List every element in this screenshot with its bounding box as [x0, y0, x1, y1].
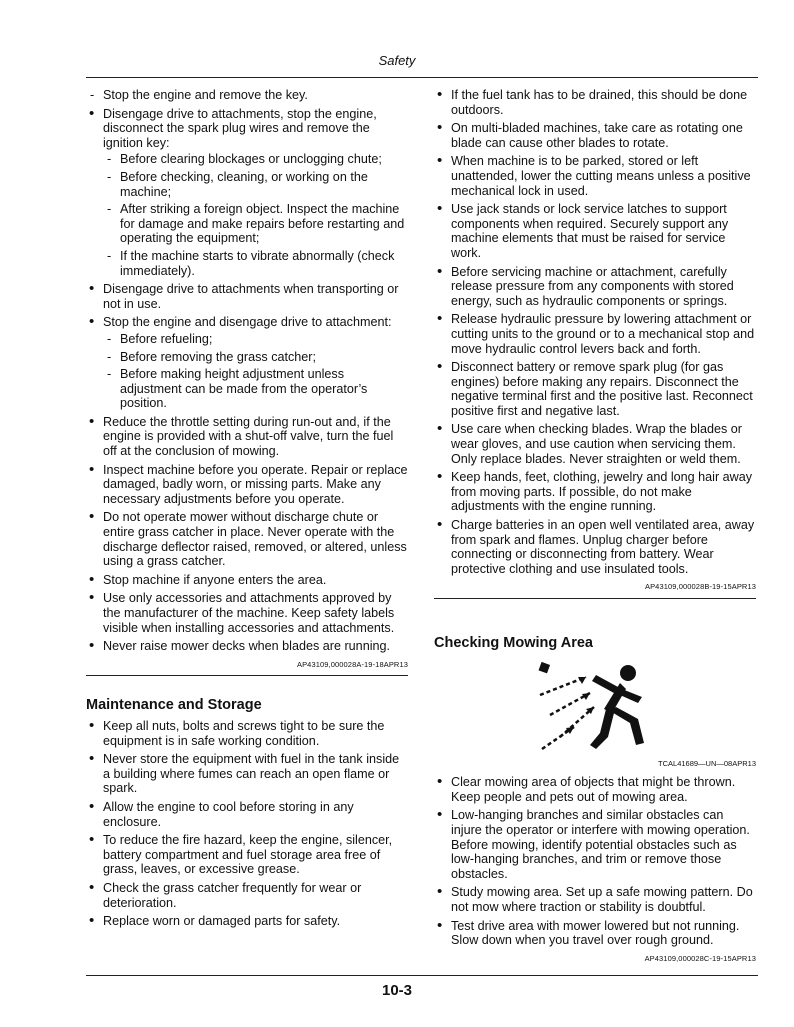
- dash-item: - Before removing the grass catcher;: [103, 350, 408, 365]
- safety-bullet-list: [86, 107, 408, 654]
- bullet-item: • Never raise mower decks when blades are running.: [86, 639, 408, 654]
- bullet-item: • Allow the engine to cool before storing in any enclosure.: [86, 800, 408, 829]
- dash-item: - Before making height adjustment unless adjustment can be made from the operator’s position.: [103, 367, 408, 411]
- section-title-maintenance: Maintenance and Storage: [86, 697, 262, 714]
- reference-code: AP43109,000028B-19-15APR13: [644, 582, 756, 592]
- dash-item: - Stop the engine and remove the key.: [86, 88, 408, 103]
- bullet-item: • Keep all nuts, bolts and screws tight to be sure the equipment is in safe working condition.: [86, 719, 408, 748]
- safety-figure: [434, 657, 756, 753]
- dash-item: - If the machine starts to vibrate abnormally (check immediately).: [103, 249, 408, 278]
- bullet-item: • Release hydraulic pressure by lowering attachment or cutting units to the ground or to a mechanical stop and move hydraulic control levers back and forth.: [434, 312, 756, 356]
- mowing-bullet-list: [434, 775, 756, 948]
- bullet-item: • Disengage drive to attachments when transporting or not in use.: [86, 282, 408, 311]
- figure-caption: TCAL41689—UN—08APR13: [658, 758, 756, 768]
- bullet-item: • To reduce the fire hazard, keep the engine, silencer, battery compartment and fuel storage area free of grass, leaves, or excessive grease.: [86, 833, 408, 877]
- bullet-item: • Never store the equipment with fuel in the tank inside a building where fumes can reach an open flame or spark.: [86, 752, 408, 796]
- thrown-object-hazard-icon: [534, 657, 664, 753]
- bullet-item: • Clear mowing area of objects that might be thrown. Keep people and pets out of mowing area.: [434, 775, 756, 804]
- bullet-item: • Test drive area with mower lowered but not running. Slow down when you travel over rough ground.: [434, 919, 756, 948]
- sub-list: [103, 152, 408, 278]
- bullet-item: [86, 107, 408, 279]
- dash-item: - Before refueling;: [103, 332, 408, 347]
- bullet-item: • When machine is to be parked, stored or left unattended, lower the cutting means unless a positive mechanical lock in used.: [434, 154, 756, 198]
- reference-code: AP43109,000028A-19-18APR13: [296, 659, 408, 669]
- bullet-item: • Study mowing area. Set up a safe mowing pattern. Do not mow where traction or stability is doubtful.: [434, 885, 756, 914]
- bullet-item: • Disconnect battery or remove spark plug (for gas engines) before making any repairs. Disconnect the negative terminal first and the positive last. Reconnect positive first and negative last.: [434, 360, 756, 418]
- footer-rule: [86, 975, 758, 976]
- bullet-item: • Use jack stands or lock service latches to support components when required. Securely support any machine elements that must be raised for service work.: [434, 202, 756, 260]
- dash-item: - Before checking, cleaning, or working on the machine;: [103, 170, 408, 199]
- bullet-item: • Stop machine if anyone enters the area.: [86, 573, 408, 588]
- bullet-item: • Use only accessories and attachments approved by the manufacturer of the machine. Keep safety labels visible when installing accessories and attachments.: [86, 591, 408, 635]
- bullet-item: • Do not operate mower without discharge chute or entire grass catcher in place. Never operate with the discharge deflector raised, removed, or altered, unless using a grass catcher.: [86, 510, 408, 568]
- bullet-item: • Use care when checking blades. Wrap the blades or wear gloves, and use caution when servicing them. Only replace blades. Never straighten or weld them.: [434, 422, 756, 466]
- sub-list: [103, 332, 408, 411]
- left-column: [86, 88, 408, 933]
- header-rule: [86, 77, 758, 78]
- bullet-item: • Keep hands, feet, clothing, jewelry and long hair away from moving parts. If possible, do not make adjustments with the engine running.: [434, 470, 756, 514]
- section-title-mowing: Checking Mowing Area: [434, 635, 593, 651]
- section-divider: [86, 675, 408, 676]
- bullet-item: • Replace worn or damaged parts for safety.: [86, 914, 408, 929]
- intro-dash-list: [86, 88, 408, 103]
- right-column: [434, 88, 756, 966]
- bullet-item: • On multi-bladed machines, take care as rotating one blade can cause other blades to rotate.: [434, 121, 756, 150]
- bullet-item: • Check the grass catcher frequently for wear or deterioration.: [86, 881, 408, 910]
- reference-code: AP43109,000028C-19-15APR13: [644, 953, 756, 963]
- bullet-item: • If the fuel tank has to be drained, this should be done outdoors.: [434, 88, 756, 117]
- section-header: Safety: [378, 53, 416, 68]
- bullet-text: Stop the engine and disengage drive to attachment:: [103, 315, 392, 330]
- dash-item: - Before clearing blockages or unclogging chute;: [103, 152, 408, 167]
- bullet-item: • Reduce the throttle setting during run-out and, if the engine is provided with a shut-off valve, turn the fuel off at the conclusion of mowing.: [86, 415, 408, 459]
- section-divider: [434, 598, 756, 599]
- bullet-item: • Inspect machine before you operate. Repair or replace damaged, badly worn, or missing parts. Make any necessary adjustments before you operate.: [86, 463, 408, 507]
- maintenance-bullet-list: [86, 719, 408, 929]
- bullet-item: • Before servicing machine or attachment, carefully release pressure from any components with stored energy, such as hydraulic components or springs.: [434, 265, 756, 309]
- bullet-item: • Charge batteries in an open well ventilated area, away from spark and flames. Unplug charger before connecting or disconnecting from battery. Wear protective clothing and use insulated tools.: [434, 518, 756, 576]
- safety-bullet-list-right: [434, 88, 756, 576]
- bullet-item: • Low-hanging branches and similar obstacles can injure the operator or interfere with mowing operation. Before mowing, identify potential obstacles such as low-hanging branches, and trim or remove those obstacles.: [434, 808, 756, 881]
- dash-item: - After striking a foreign object. Inspect the machine for damage and make repairs before restarting and operating the equipment;: [103, 202, 408, 246]
- bullet-item: [86, 315, 408, 411]
- page-number: 10-3: [381, 982, 413, 999]
- bullet-text: Disengage drive to attachments, stop the engine, disconnect the spark plug wires and remove the ignition key:: [103, 106, 377, 150]
